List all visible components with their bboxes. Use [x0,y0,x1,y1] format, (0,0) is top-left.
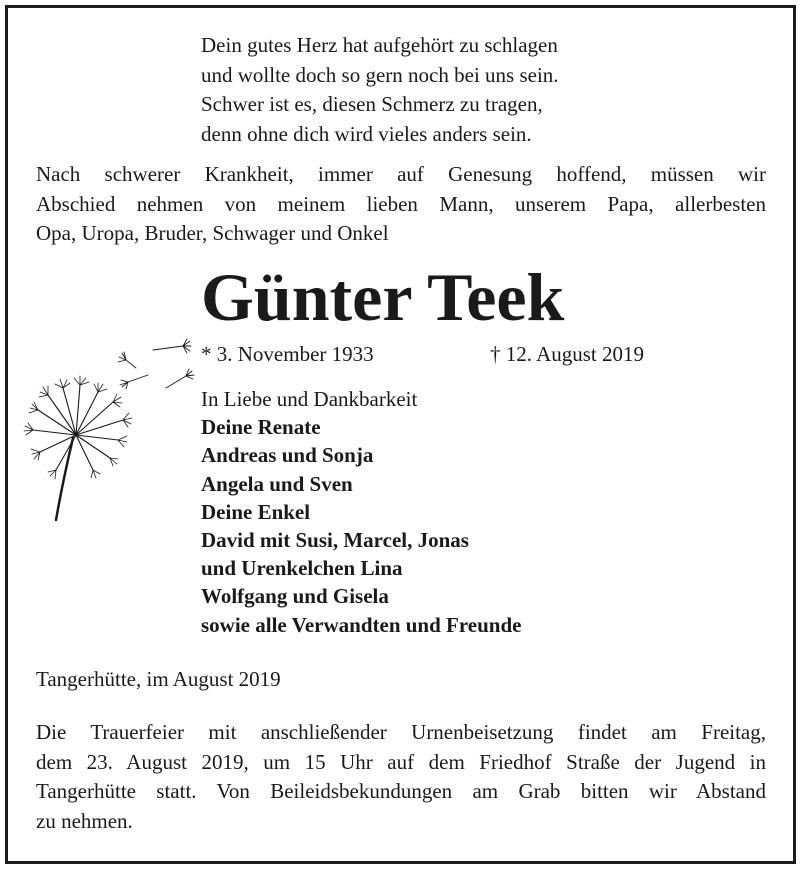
mourner-name: Deine Renate [201,415,321,440]
dandelion-icon [18,330,208,530]
intro-paragraph [36,160,766,249]
service-line: dem 23. August 2019, um 15 Uhr auf dem Friedhof Straße der Jugend in [36,749,766,774]
service-paragraph [36,718,766,836]
mourner-name: Deine Enkel [201,499,311,524]
mourners-list [201,385,522,639]
mourner-name: David mit Susi, Marcel, Jonas [201,528,469,553]
poem-line: Schwer ist es, diesen Schmerz zu tragen, [201,92,543,116]
mourners-opening: In Liebe und Dankbarkeit [201,387,418,411]
death-date: † 12. August 2019 [490,342,645,366]
poem-line: Dein gutes Herz hat aufgehört zu schlagen [201,33,558,57]
mourner-name: Andreas und Sonja [201,443,374,468]
deceased-name: Günter Teek [201,259,565,335]
mourner-name: Wolfgang und Gisela [201,584,389,609]
birth-date: * 3. November 1933 [201,342,374,366]
poem-line: und wollte doch so gern noch bei uns sein. [201,62,559,87]
intro-line: Nach schwerer Krankheit, immer auf Genesung hoffend, müssen wir [36,162,766,186]
intro-line: Abschied nehmen von meinem lieben Mann, unserem Papa, allerbesten [36,191,766,216]
intro-line: Opa, Uropa, Bruder, Schwager und Onkel [36,221,389,245]
place-and-date: Tangerhütte, im August 2019 [36,667,281,691]
mourner-name: und Urenkelchen Lina [201,556,403,581]
poem-line: denn ohne dich wird vieles anders sein. [201,121,532,146]
mourner-name: Angela und Sven [201,471,353,496]
service-line: zu nehmen. [36,808,133,833]
mourner-name: sowie alle Verwandten und Freunde [201,612,522,637]
service-line: Die Trauerfeier mit anschließender Urnenbeisetzung findet am Freitag, [36,720,766,744]
service-line: Tangerhütte statt. Von Beileidsbekundungen am Grab bitten wir Abstand [36,779,766,803]
memorial-poem [201,31,559,149]
